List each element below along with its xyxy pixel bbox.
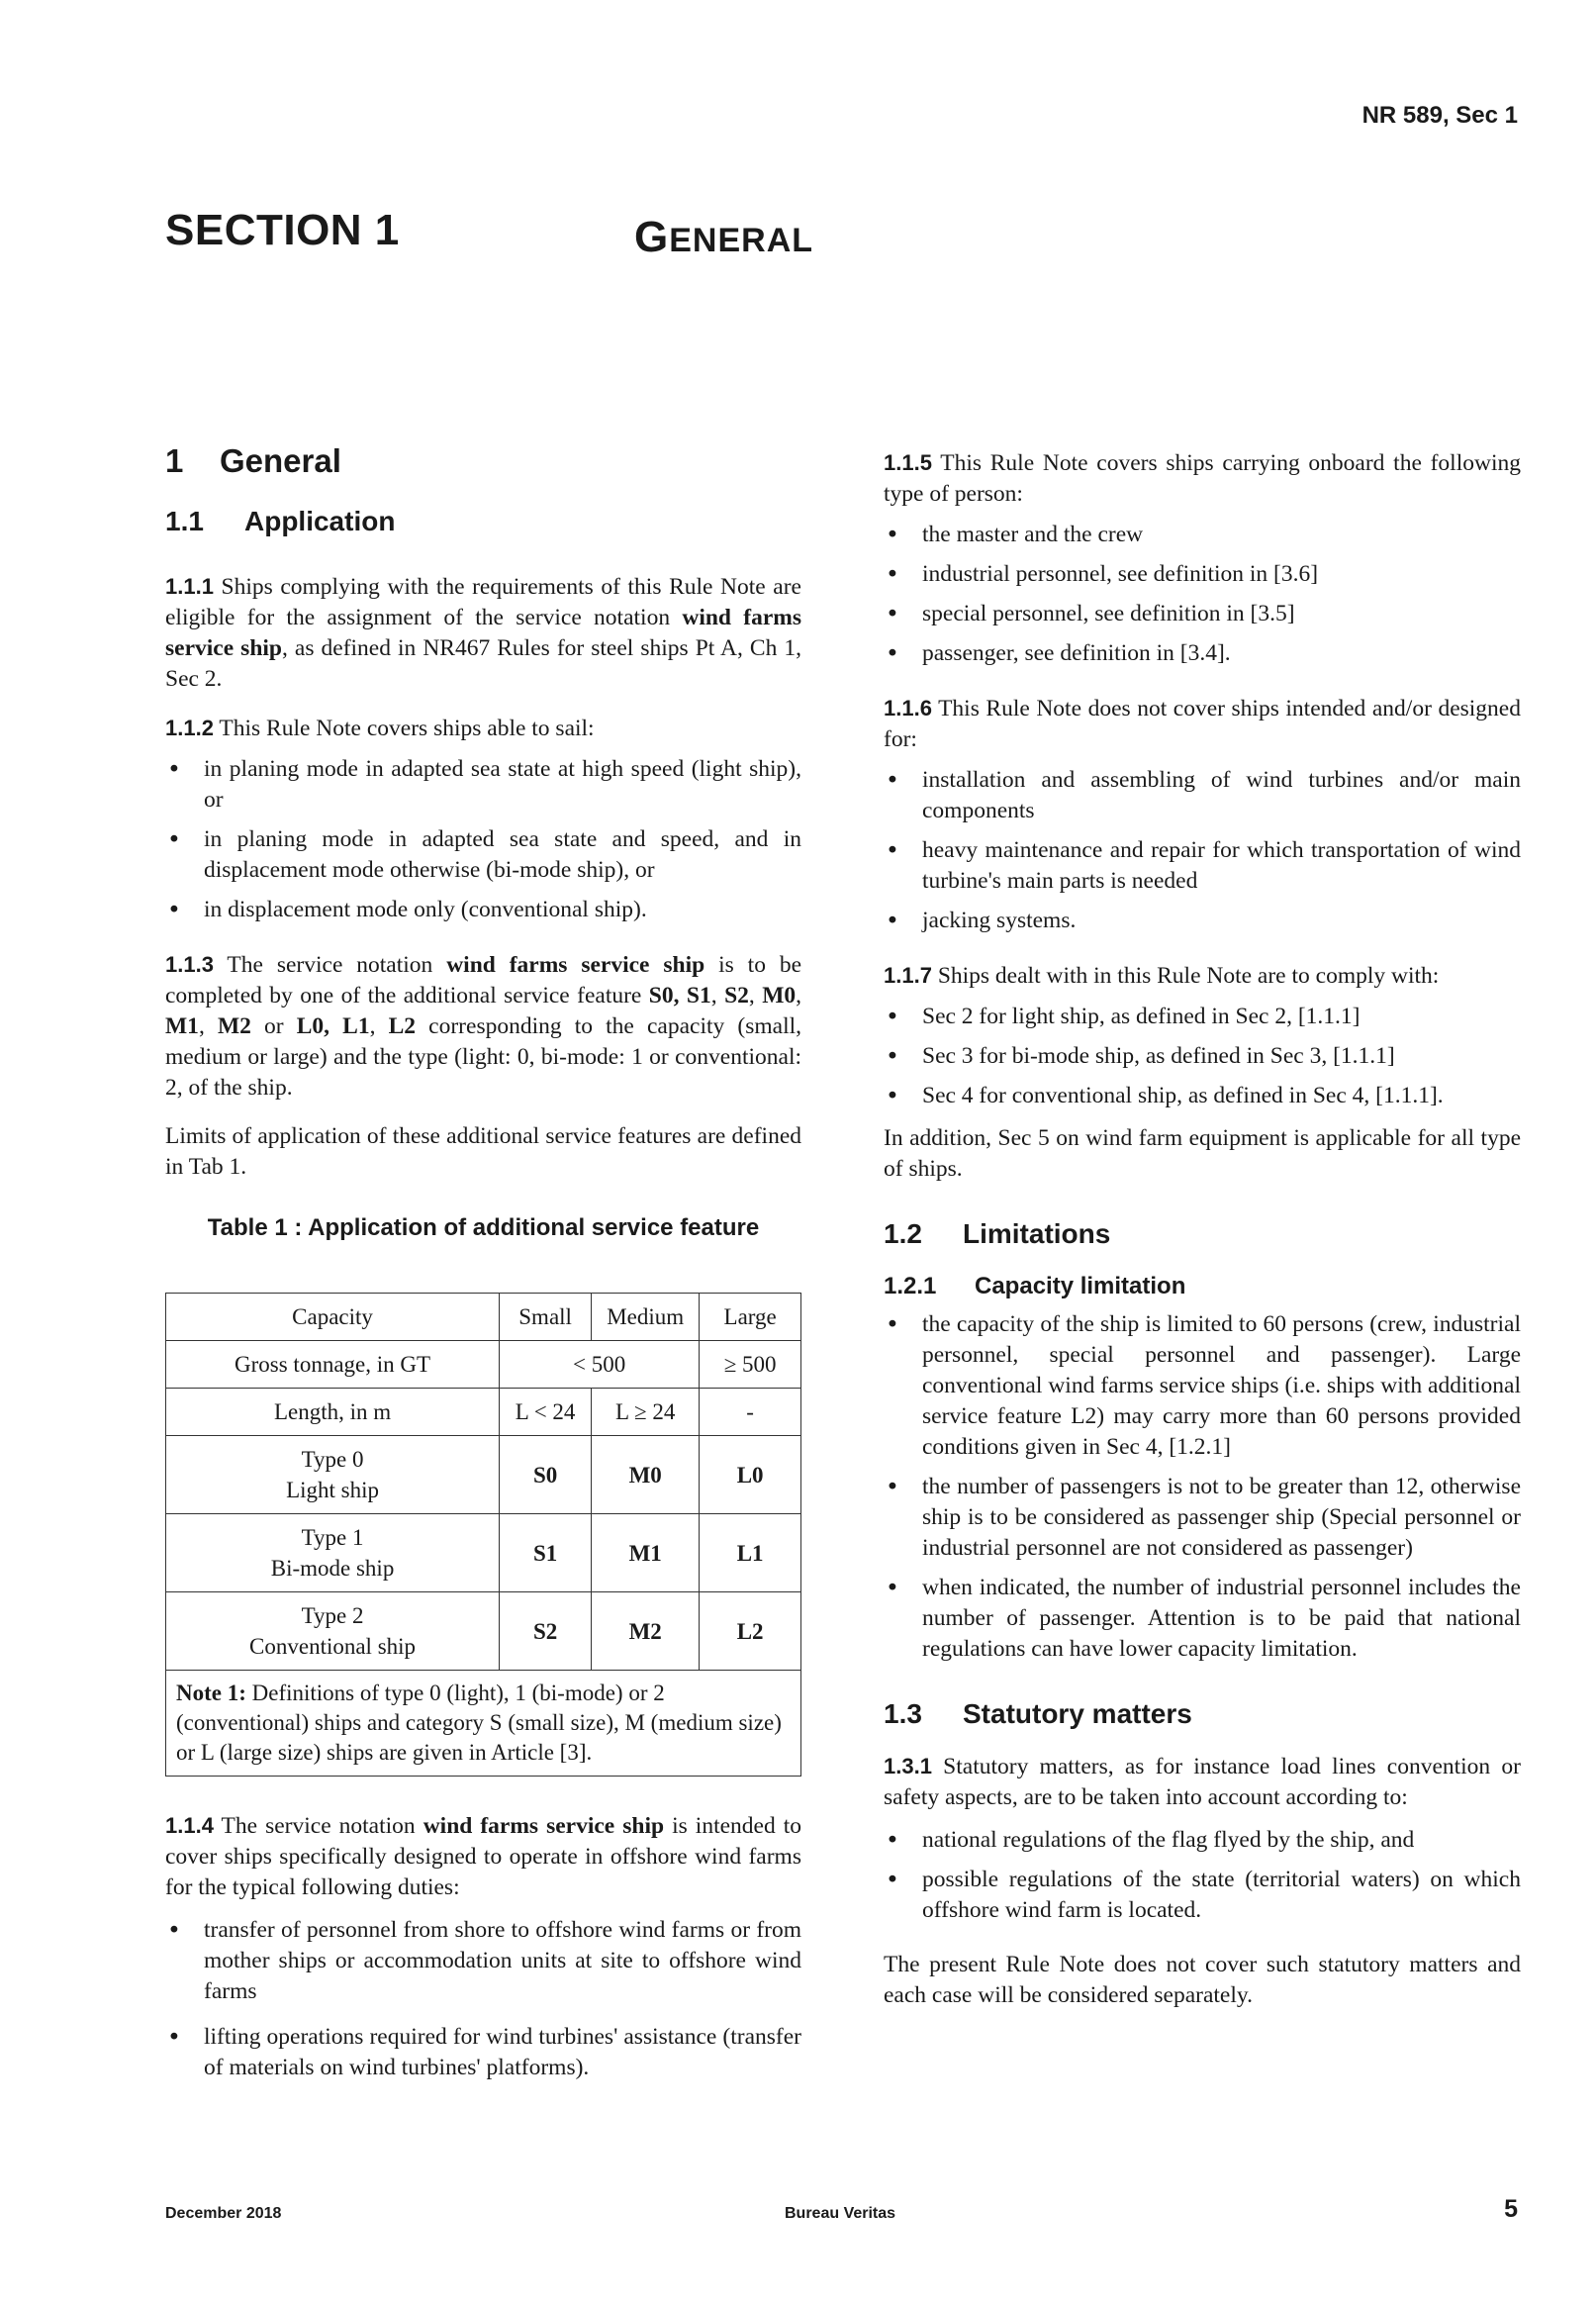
table-cell: - [700, 1389, 801, 1436]
text: is to be completed by one of the additional service feature [165, 952, 802, 1009]
heading-title: Capacity limitation [975, 1273, 1186, 1299]
footer-date: December 2018 [165, 2205, 282, 2222]
table-cell: L < 24 [500, 1389, 592, 1436]
note-text: Definitions of type 0 (light), 1 (bi-mode) or 2 (conventional) ships and category S (small size), M (medium size) or L (large size) ships are given in Article [3]. [176, 1681, 782, 1765]
table-row [166, 1389, 801, 1436]
table-cell: S2 [500, 1592, 592, 1671]
feature-bold: L2 [388, 1013, 417, 1039]
heading-title: Application [244, 506, 396, 536]
text: This Rule Note covers ships carrying onboard the following type of person: [884, 450, 1521, 507]
section-title: GENERAL [634, 213, 814, 261]
list-item: • when indicated, the number of industrial personnel includes the number of passenger. Attention is to be paid that national regulations can have lower capacity limitation. [884, 1573, 1521, 1665]
feature-bold: S0, S1 [648, 983, 711, 1009]
heading-1-1 [165, 506, 801, 536]
table-note-row [166, 1671, 801, 1777]
text: This Rule Note does not cover ships intended and/or designed for: [884, 696, 1521, 752]
list-item: • Sec 2 for light ship, as defined in Sec 2, [1.1.1] [884, 1002, 1521, 1032]
list-item: • possible regulations of the state (territorial waters) on which offshore wind farm is located. [884, 1865, 1521, 1926]
heading-1-3 [884, 1698, 1521, 1729]
list-item: • transfer of personnel from shore to offshore wind farms or from mother ships or accommodation units at site to offshore wind farms [165, 1915, 801, 2007]
ship-type: Type 2 [301, 1603, 364, 1628]
text: This Rule Note covers ships able to sail: [213, 716, 595, 741]
text: corresponding to the capacity (small, medium or large) and the type (light: 0, bi-mode: 1 or conventional: 2, of the ship. [165, 1013, 802, 1101]
paragraph-1-1-5 [884, 447, 1521, 510]
table-cell: M2 [592, 1592, 700, 1671]
paragraph-ref: 1.1.3 [165, 952, 214, 977]
heading-title: Statutory matters [963, 1698, 1192, 1729]
table-cell [166, 1436, 500, 1514]
paragraph-1-1-3 [165, 949, 801, 1104]
table-cell: M0 [592, 1436, 700, 1514]
feature-bold: M2 [217, 1013, 251, 1039]
paragraph-ref: 1.1.2 [165, 716, 214, 740]
table-cell: Gross tonnage, in GT [166, 1341, 500, 1389]
table-row [166, 1341, 801, 1389]
list-item: • the capacity of the ship is limited to 60 persons (crew, industrial personnel, special personnel and passenger). Large conventional wind farms service ships (i.e. ships with additional service feature L2) may carry more than 60 persons provided conditions given in Sec 4, [1.2.1] [884, 1309, 1521, 1463]
bullet-list [165, 1915, 801, 2083]
heading-title: General [220, 442, 341, 479]
paragraph-1-1-2 [165, 713, 801, 744]
table-cell: L ≥ 24 [592, 1389, 700, 1436]
ship-type: Type 1 [301, 1525, 364, 1550]
table-header-cell: Capacity [166, 1294, 500, 1341]
limits-paragraph: Limits of application of these additional service features are defined in Tab 1. [165, 1123, 801, 1180]
table-cell [166, 1514, 500, 1592]
bullet-list [884, 1309, 1521, 1665]
paragraph-ref: 1.1.6 [884, 696, 932, 721]
list-item: • installation and assembling of wind turbines and/or main components [884, 765, 1521, 826]
paragraph-ref: 1.1.5 [884, 450, 932, 475]
text: , as defined in NR467 Rules for steel ships Pt A, Ch 1, Sec 2. [165, 635, 801, 692]
table-cell: Length, in m [166, 1389, 500, 1436]
text: , [710, 983, 725, 1009]
heading-title: Limitations [963, 1218, 1111, 1249]
table-cell: L1 [700, 1514, 801, 1592]
closing-paragraph: The present Rule Note does not cover such statutory matters and each case will be considered separately. [884, 1952, 1521, 2008]
notation-bold: wind farms service ship [165, 605, 801, 661]
list-item: • special personnel, see definition in [3.5] [884, 599, 1521, 629]
text: Ships complying with the requirements of this Rule Note are eligible for the assignment of the service notation [165, 574, 801, 630]
application-table [165, 1293, 801, 1777]
document-reference: NR 589, Sec 1 [1361, 102, 1518, 129]
table-note [166, 1671, 801, 1777]
list-item: • in planing mode in adapted sea state and speed, and in displacement mode otherwise (bi-mode ship), or [165, 824, 801, 886]
paragraph-ref: 1.1.1 [165, 574, 214, 599]
ship-type: Type 0 [301, 1447, 364, 1472]
heading-number: 1 [165, 442, 184, 479]
text: , [748, 983, 763, 1009]
text: , [198, 1013, 218, 1039]
text: , [796, 983, 802, 1009]
heading-1 [165, 442, 801, 479]
list-item: • national regulations of the flag flyed by the ship, and [884, 1825, 1521, 1856]
feature-bold: M0 [762, 983, 797, 1009]
paragraph-ref: 1.1.7 [884, 963, 932, 988]
bullet-list [884, 1825, 1521, 1926]
table-header-row [166, 1294, 801, 1341]
paragraph-1-1-4 [165, 1810, 801, 1903]
table-cell: S0 [500, 1436, 592, 1514]
table-cell: ≥ 500 [700, 1341, 801, 1389]
table-row [166, 1592, 801, 1671]
footer-publisher: Bureau Veritas [785, 2205, 896, 2222]
table-cell [166, 1592, 500, 1671]
left-column [165, 435, 801, 2101]
feature-bold: L0, L1 [296, 1013, 370, 1039]
table-cell: < 500 [500, 1341, 700, 1389]
table-row [166, 1436, 801, 1514]
table-caption: Table 1 : Application of additional service feature [207, 1214, 760, 1241]
text: or [250, 1013, 297, 1039]
table-cell: M1 [592, 1514, 700, 1592]
table-header-cell: Large [700, 1294, 801, 1341]
bullet-list [884, 765, 1521, 936]
table-cell: L0 [700, 1436, 801, 1514]
text: , [369, 1013, 389, 1039]
list-item: • jacking systems. [884, 906, 1521, 936]
text: Statutory matters, as for instance load lines convention or safety aspects, are to be taken into account according to: [884, 1754, 1521, 1810]
table-header-cell: Medium [592, 1294, 700, 1341]
paragraph-1-3-1 [884, 1751, 1521, 1813]
text: The service notation [213, 952, 447, 978]
table-row [166, 1514, 801, 1592]
notation-bold: wind farms service ship [422, 1813, 665, 1839]
heading-1-2-1 [884, 1271, 1521, 1301]
bullet-list [884, 520, 1521, 669]
ship-type-desc: Light ship [286, 1478, 379, 1502]
heading-number: 1.2 [884, 1218, 922, 1249]
heading-1-2 [884, 1218, 1521, 1249]
ship-type-desc: Conventional ship [249, 1634, 417, 1659]
bullet-list [884, 1002, 1521, 1111]
feature-bold: M1 [165, 1013, 199, 1039]
list-item: • lifting operations required for wind turbines' assistance (transfer of materials on wind turbines' platforms). [165, 2022, 801, 2083]
note-label: Note 1: [176, 1681, 246, 1705]
notation-bold: wind farms service ship [446, 952, 705, 978]
list-item: • in planing mode in adapted sea state at high speed (light ship), or [165, 754, 801, 816]
text: is intended to cover ships specifically designed to operate in offshore wind farms for the typical following duties: [165, 1813, 802, 1900]
feature-bold: S2 [724, 983, 749, 1009]
text: Ships dealt with in this Rule Note are to comply with: [931, 963, 1440, 989]
list-item: • in displacement mode only (conventional ship). [165, 895, 801, 925]
list-item: • the master and the crew [884, 520, 1521, 550]
text: The service notation [213, 1813, 423, 1839]
list-item: • industrial personnel, see definition in [3.6] [884, 559, 1521, 590]
heading-number: 1.1 [165, 506, 204, 536]
paragraph-1-1-7 [884, 960, 1521, 992]
paragraph-ref: 1.1.4 [165, 1813, 214, 1838]
paragraph-ref: 1.3.1 [884, 1754, 932, 1778]
list-item: • the number of passengers is not to be greater than 12, otherwise ship is to be considered as passenger ship (Special personnel or industrial personnel are not considered as passenger) [884, 1472, 1521, 1564]
section-label: SECTION 1 [165, 206, 400, 254]
ship-type-desc: Bi-mode ship [270, 1556, 395, 1581]
list-item: • heavy maintenance and repair for which transportation of wind turbine's main parts is needed [884, 835, 1521, 897]
heading-number: 1.3 [884, 1698, 922, 1729]
paragraph-1-1-6 [884, 693, 1521, 755]
table-header-cell: Small [500, 1294, 592, 1341]
table-cell: L2 [700, 1592, 801, 1671]
bullet-list [165, 754, 801, 925]
paragraph-1-1-1 [165, 571, 801, 695]
list-item: • Sec 3 for bi-mode ship, as defined in Sec 3, [1.1.1] [884, 1041, 1521, 1072]
list-item: • passenger, see definition in [3.4]. [884, 638, 1521, 669]
right-column [884, 447, 1521, 2029]
addition-paragraph: In addition, Sec 5 on wind farm equipment is applicable for all type of ships. [884, 1125, 1521, 1182]
list-item: • Sec 4 for conventional ship, as defined in Sec 4, [1.1.1]. [884, 1081, 1521, 1111]
table-cell: S1 [500, 1514, 592, 1592]
heading-number: 1.2.1 [884, 1273, 937, 1299]
page-number: 5 [1504, 2195, 1518, 2223]
